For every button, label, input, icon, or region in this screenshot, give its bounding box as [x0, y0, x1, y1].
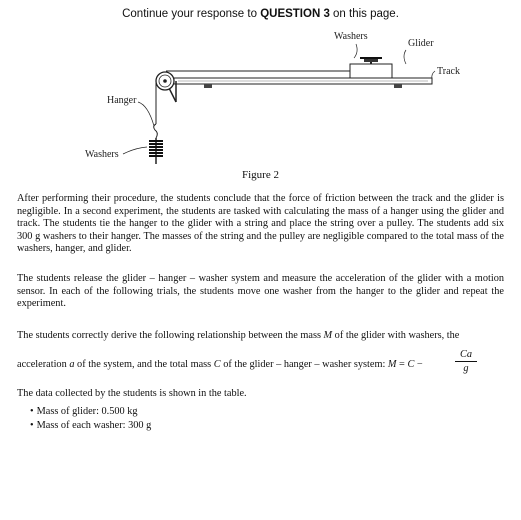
variable-C: C: [213, 359, 221, 370]
relationship-equation-line: acceleration a of the system, and the total mass C of the glider – hanger – washer system: M = C −: [17, 359, 423, 370]
equation-lhs: M: [387, 359, 397, 370]
header-prefix: Continue your response to: [122, 8, 261, 20]
track-label: Track: [437, 66, 460, 77]
question-reference: QUESTION 3: [260, 8, 330, 20]
pulley: [156, 72, 176, 102]
figure-caption: Figure 2: [242, 169, 279, 181]
figure-diagram: [0, 24, 521, 164]
paragraph-procedure: After performing their procedure, the students conclude that the force of friction between the track and the glider is negligible. In a second experiment, the students are tasked with calculating the mass of a hanger using the glider and track. The students tie the hanger to the glider with a string and place the string over a pulley. The students add six 300 g washers to their hanger. The masses of the string and the pulley are negligible compared to the total mass of the washers, hanger, and glider.: [17, 193, 504, 255]
washers-left-label: Washers: [85, 149, 119, 160]
variable-M: M: [323, 330, 333, 341]
hanger-label: Hanger: [107, 95, 137, 106]
variable-a: a: [69, 359, 75, 370]
washers-top-label: Washers: [334, 31, 368, 42]
glider: [350, 57, 392, 78]
bullet-washer-mass: • Mass of each washer: 300 g: [30, 419, 151, 433]
track: [174, 78, 432, 88]
glider-label: Glider: [408, 38, 434, 49]
page-header: [0, 8, 521, 20]
header-suffix: on this page.: [329, 8, 399, 20]
fraction-denominator: g: [463, 363, 469, 374]
equation-fraction: [455, 349, 477, 375]
data-bullet-list: [30, 405, 151, 433]
paragraph-release: The students release the glider – hanger – washer system and measure the acceleration of the glider with a motion sensor. In each of the following trials, the students move one washer from the hanger to the glider and repeat the experiment.: [17, 273, 504, 310]
fraction-numerator: Ca: [455, 349, 477, 362]
data-intro: The data collected by the students is shown in the table.: [17, 388, 247, 399]
equation-C: C: [407, 359, 415, 370]
relationship-intro-line: The students correctly derive the following relationship between the mass M of the glider with washers, the: [17, 330, 460, 341]
bullet-glider-mass: • Mass of glider: 0.500 kg: [30, 405, 151, 419]
